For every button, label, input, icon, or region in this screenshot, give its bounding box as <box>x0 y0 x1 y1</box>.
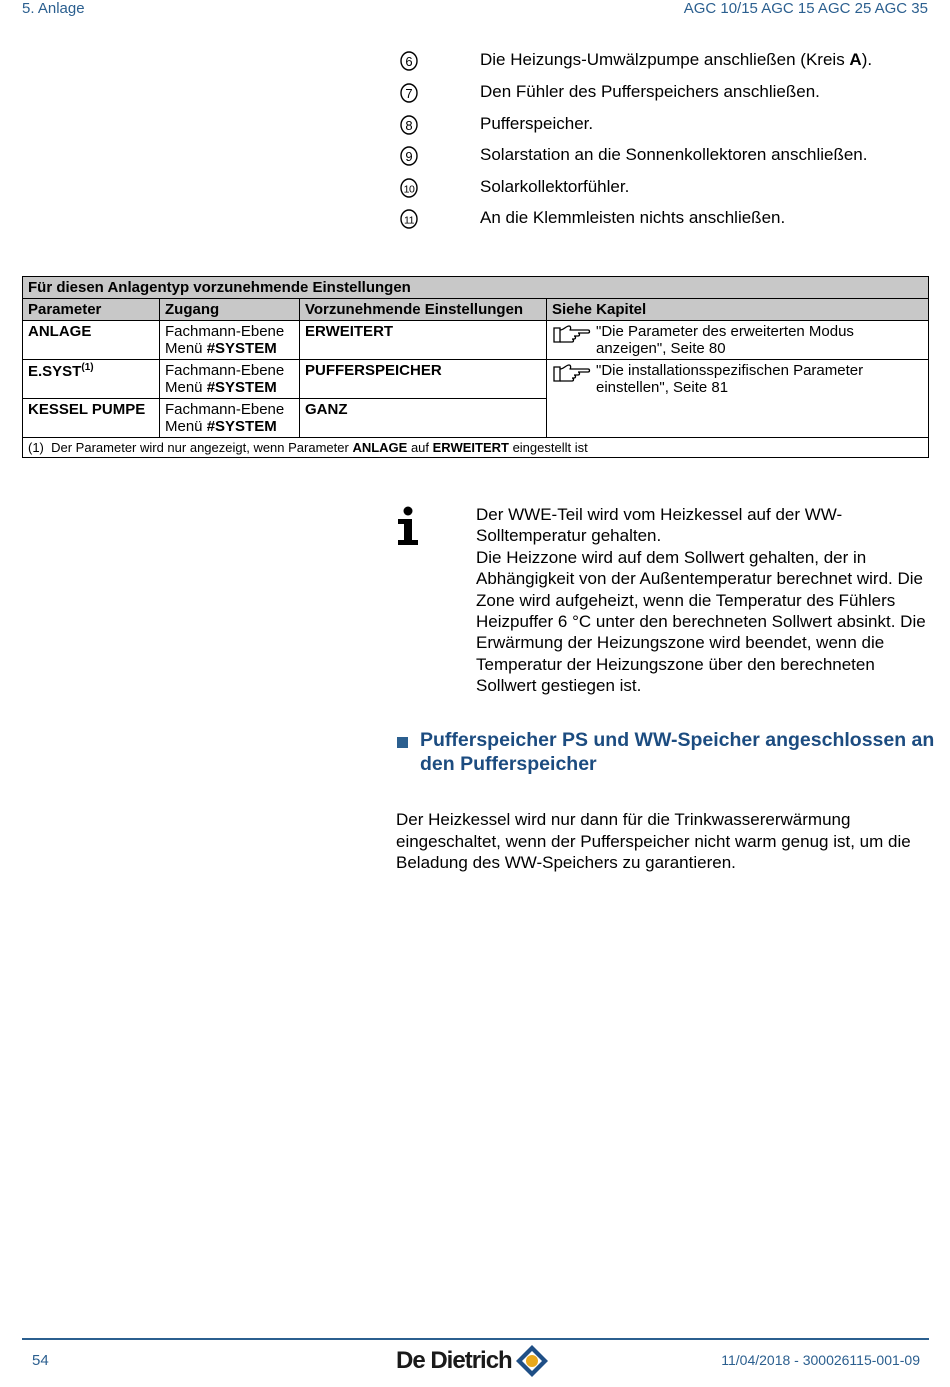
see-cell <box>547 321 929 360</box>
circled-number-icon <box>398 146 420 166</box>
circled-number-icon <box>398 178 420 198</box>
svg-text:9: 9 <box>405 149 413 164</box>
table-header-row <box>23 299 929 321</box>
setting-cell: GANZ <box>300 399 547 438</box>
access-cell: Fachmann-Ebene Menü #SYSTEM <box>160 360 300 399</box>
table-caption-row <box>23 277 929 299</box>
de-dietrich-logo <box>514 1343 550 1379</box>
list-item <box>0 145 950 169</box>
info-line: Die Heizzone wird auf dem Sollwert gehalten, der in Abhängigkeit von der Außentemperatur berechnet wird. Die Zone wird aufgeheizt, wenn die Temperatur des Fühlers Heizpuffer 6 °C unter den berechneten Sollwert absinkt. Die Erwärmung der Heizungszone wird beendet, wenn die Temperatur der Heizungszone über den berechneten Sollwert gestiegen ist. <box>476 547 926 696</box>
circled-number-icon <box>398 51 420 71</box>
info-note <box>476 504 931 697</box>
svg-text:11: 11 <box>404 214 414 227</box>
step-text: Die Heizungs-Umwälzpumpe anschließen (Kreis A). <box>480 50 873 69</box>
body-paragraph: Der Heizkessel wird nur dann für die Trinkwassererwärmung eingeschaltet, wenn der Pufferspeicher nicht warm genug ist, um die Beladung des WW-Speichers zu garantieren. <box>396 810 911 872</box>
step-text: Solarstation an die Sonnenkollektoren anschließen. <box>480 145 868 164</box>
table-footnote-row <box>23 438 929 458</box>
list-item <box>0 50 950 74</box>
page-number: 54 <box>32 1352 49 1369</box>
brand-name: De Dietrich <box>396 1347 512 1374</box>
square-bullet-icon <box>397 737 408 748</box>
see-reference[interactable]: "Die Parameter des erweiterten Modus anzeigen", Seite 80 <box>596 323 854 357</box>
svg-text:10: 10 <box>403 183 415 196</box>
circled-number-icon <box>398 115 420 135</box>
column-header: Vorzunehmende Einstellungen <box>300 299 547 321</box>
list-item <box>0 82 950 106</box>
footer-divider <box>22 1338 929 1340</box>
circled-number-icon <box>398 209 420 229</box>
info-icon <box>396 506 420 546</box>
setting-cell: PUFFERSPEICHER <box>300 360 547 399</box>
info-line: Der WWE-Teil wird vom Heizkessel auf der WW-Solltemperatur gehalten. <box>476 505 843 546</box>
param-cell: ANLAGE <box>23 321 160 360</box>
access-cell: Fachmann-Ebene Menü #SYSTEM <box>160 321 300 360</box>
section-title: Pufferspeicher PS und WW-Speicher angeschlossen an den Pufferspeicher <box>420 729 935 775</box>
brand <box>396 1345 550 1377</box>
step-text: Den Fühler des Pufferspeichers anschließen. <box>480 82 820 101</box>
column-header: Siehe Kapitel <box>547 299 929 321</box>
header-section: 5. Anlage <box>22 0 85 17</box>
access-cell: Fachmann-Ebene Menü #SYSTEM <box>160 399 300 438</box>
table-caption: Für diesen Anlagentyp vorzunehmende Einstellungen <box>23 277 929 299</box>
step-text: Solarkollektorfühler. <box>480 177 630 196</box>
settings-table <box>22 276 929 458</box>
list-item <box>0 208 950 232</box>
step-text: An die Klemmleisten nichts anschließen. <box>480 208 786 227</box>
table-row <box>23 321 929 360</box>
column-header: Parameter <box>23 299 160 321</box>
svg-text:6: 6 <box>405 54 413 69</box>
list-item <box>0 114 950 138</box>
see-reference[interactable]: "Die installationsspezifischen Parameter einstellen", Seite 81 <box>596 362 864 396</box>
header-models: AGC 10/15 AGC 15 AGC 25 AGC 35 <box>683 0 928 17</box>
setting-cell: ERWEITERT <box>300 321 547 360</box>
step-text: Pufferspeicher. <box>480 114 594 133</box>
see-cell <box>547 360 929 438</box>
list-item <box>0 177 950 201</box>
table-footnote: (1) Der Parameter wird nur angezeigt, wenn Parameter ANLAGE auf ERWEITERT eingestellt ist <box>23 438 929 458</box>
document-reference: 11/04/2018 - 300026115-001-09 <box>721 1352 920 1368</box>
pointing-hand-icon <box>552 362 596 384</box>
column-header: Zugang <box>160 299 300 321</box>
param-cell: KESSEL PUMPE <box>23 399 160 438</box>
param-cell: E.SYST$^{(1)}$ <box>23 360 160 399</box>
table-row <box>23 360 929 399</box>
svg-text:8: 8 <box>405 118 413 133</box>
circled-number-icon <box>398 83 420 103</box>
svg-text:7: 7 <box>405 86 413 101</box>
pointing-hand-icon <box>552 323 596 345</box>
